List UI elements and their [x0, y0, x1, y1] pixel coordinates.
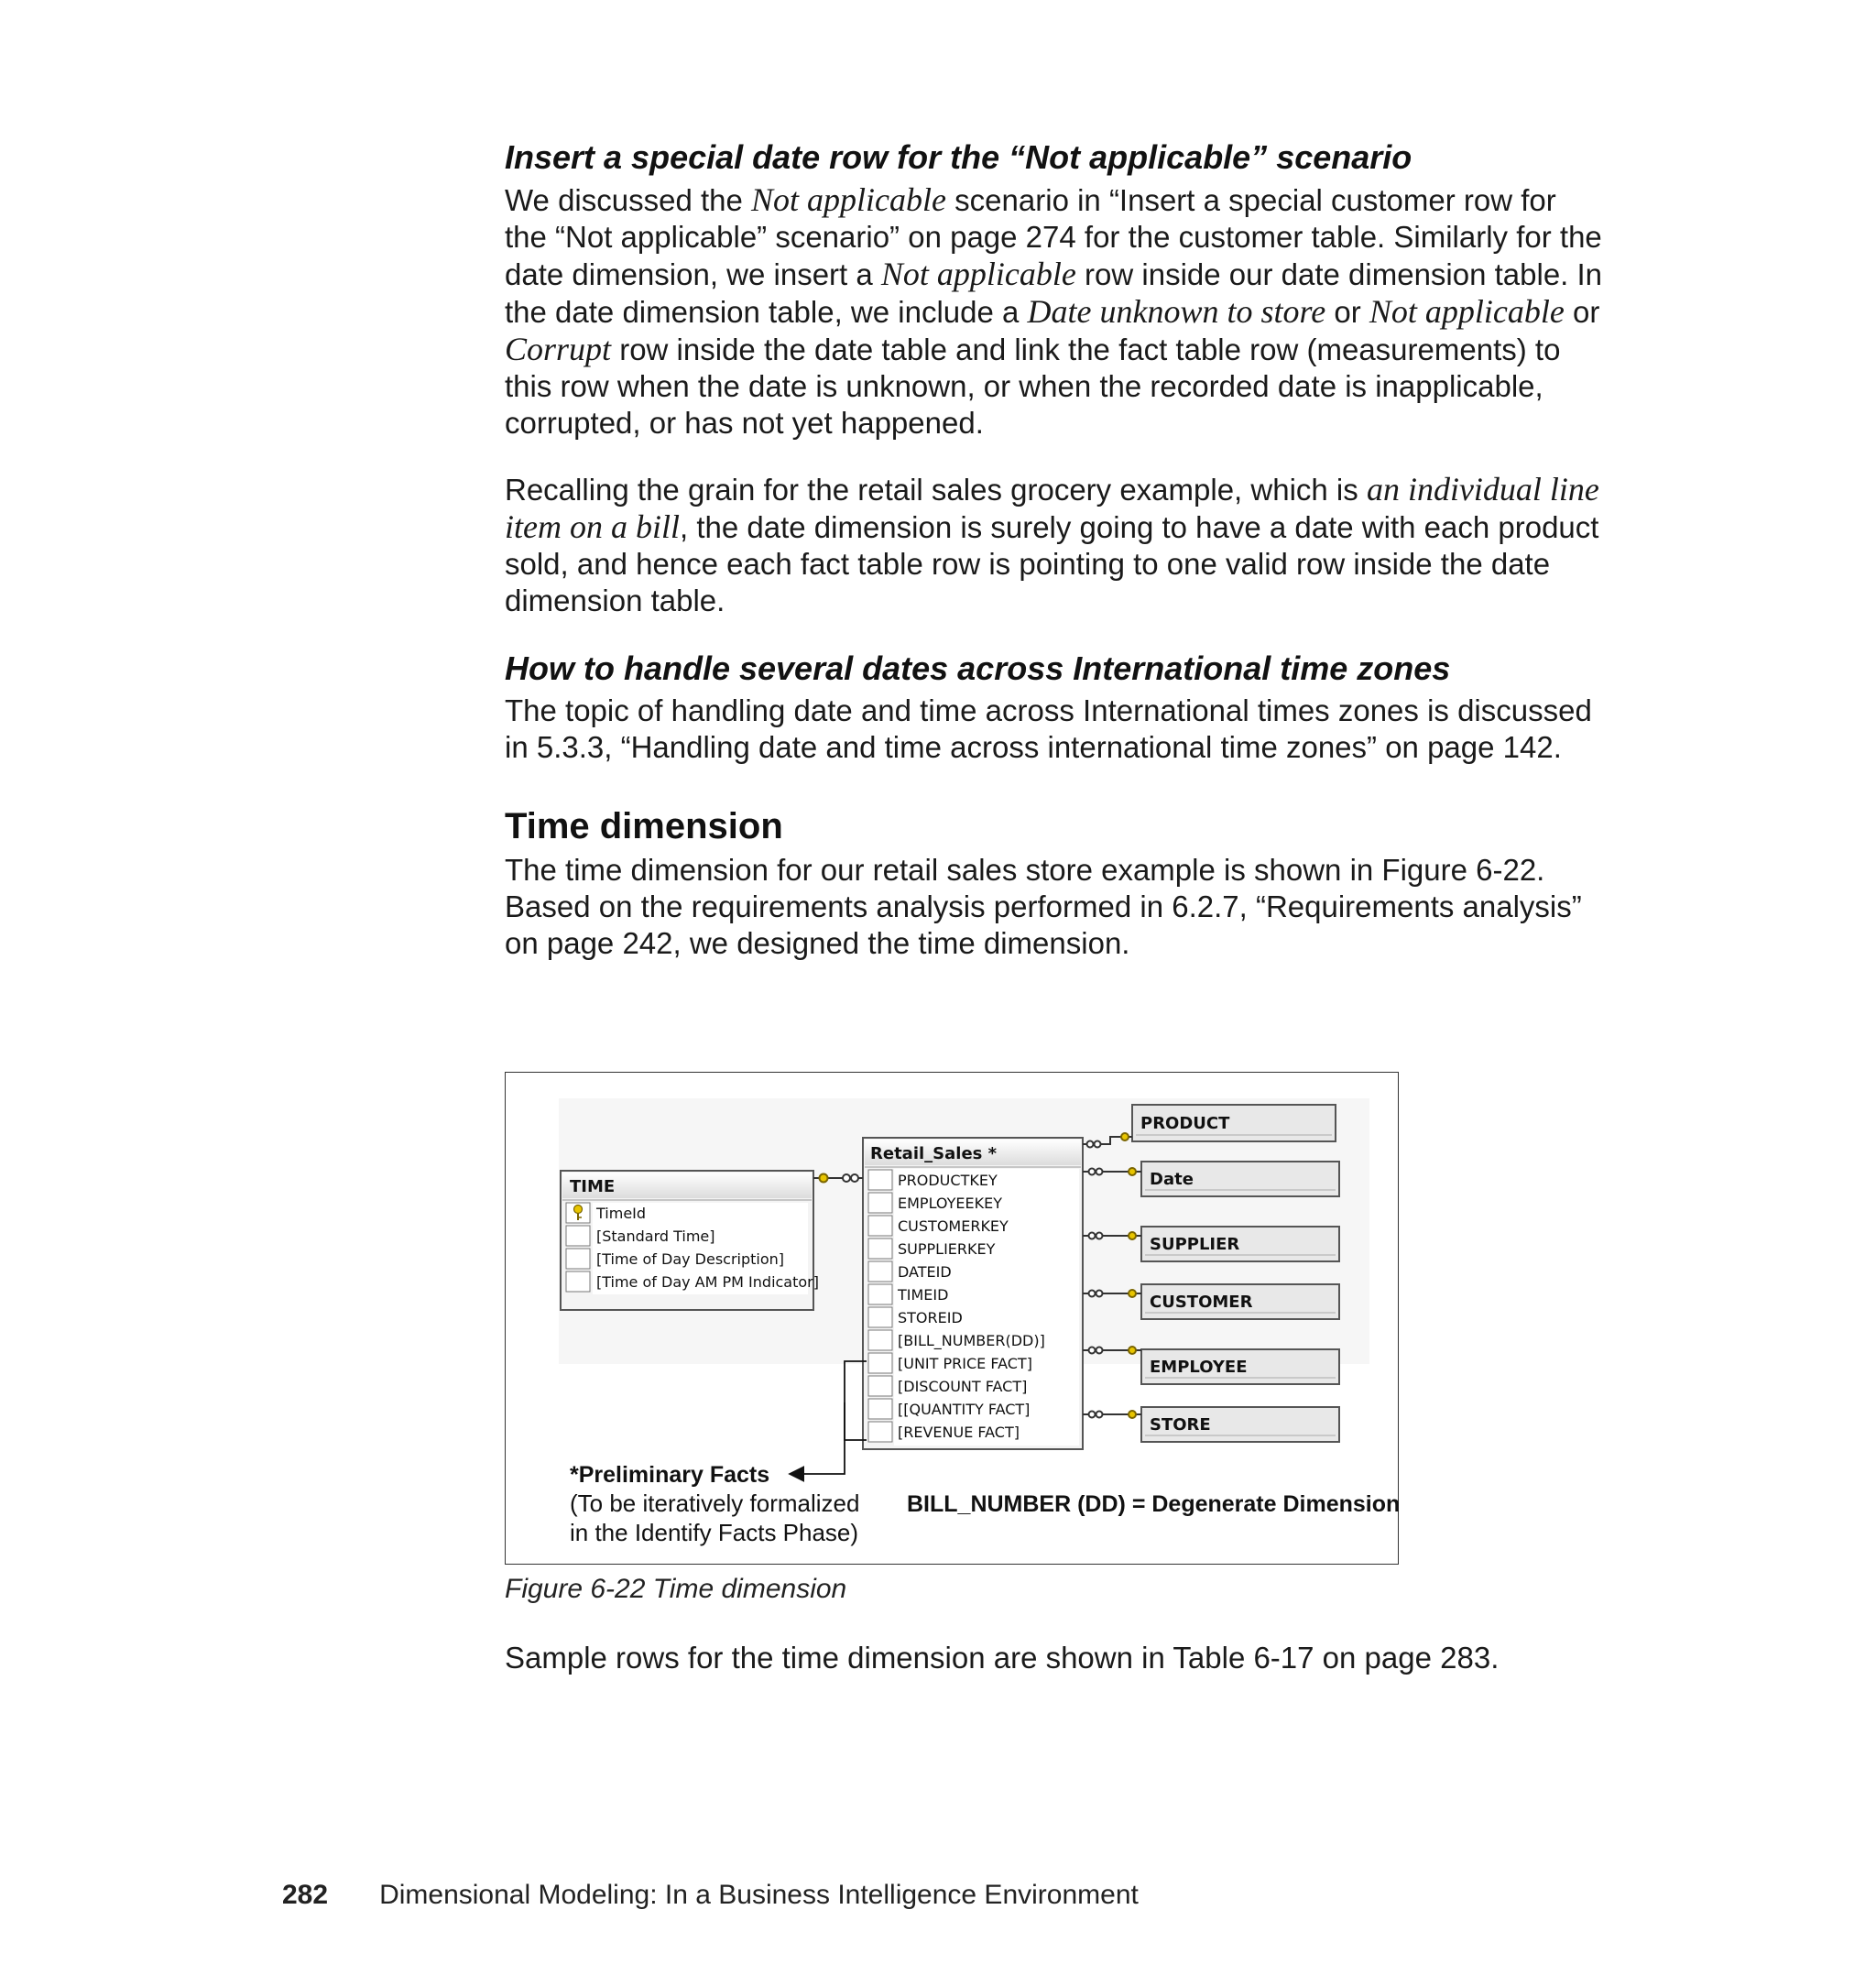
time-table [561, 1171, 819, 1310]
dimension-label: SUPPLIER [1150, 1235, 1240, 1254]
time-table-rows [566, 1203, 819, 1294]
fact-table-title: Retail_Sales * [870, 1144, 998, 1163]
fact-row: EMPLOYEEKEY [898, 1195, 1002, 1212]
fact-row: SUPPLIERKEY [898, 1240, 996, 1258]
fact-row: [REVENUE FACT] [898, 1424, 1020, 1441]
dimension-label: PRODUCT [1140, 1114, 1230, 1133]
facts-bracket [790, 1361, 867, 1474]
paragraph-sample-rows: Sample rows for the time dimension are shown in Table 6-17 on page 283. [505, 1641, 1500, 1675]
fact-row: [UNIT PRICE FACT] [898, 1355, 1032, 1372]
figure-time-dimension [505, 1072, 1399, 1565]
fact-row: DATEID [898, 1263, 952, 1281]
page-content [505, 137, 1604, 991]
fact-row: PRODUCTKEY [898, 1172, 998, 1189]
time-row: TimeId [596, 1205, 647, 1222]
preliminary-facts-line2: in the Identify Facts Phase) [570, 1519, 859, 1546]
degenerate-dimension-note: BILL_NUMBER (DD) = Degenerate Dimension [907, 1491, 1400, 1517]
time-row: [Standard Time] [596, 1228, 715, 1245]
dimension-label: STORE [1150, 1415, 1211, 1435]
paragraph-time-zones: The topic of handling date and time across International times zones is discussed in 5.3.3, “Handling date and time across international time zones” on page 142. [505, 693, 1592, 764]
dimension-customer [1141, 1284, 1339, 1319]
fact-table [863, 1138, 1083, 1449]
fact-row: CUSTOMERKEY [898, 1217, 1009, 1235]
dimension-label: Date [1150, 1170, 1194, 1189]
dimension-label: CUSTOMER [1150, 1293, 1253, 1312]
schema-diagram [506, 1073, 1400, 1566]
paragraph-grain: Recalling the grain for the retail sales grocery example, which is an individual line item on a bill, the date dimension is surely going to have a date with each product sold, and hence each fact table row is pointing to one valid row inside the date dimension table. [505, 471, 1599, 617]
book-title: Dimensional Modeling: In a Business Intelligence Environment [379, 1880, 1139, 1910]
dimension-store [1141, 1407, 1339, 1442]
section-heading-time-dimension: Time dimension [505, 806, 783, 846]
dimension-employee [1141, 1349, 1339, 1384]
dimension-date [1141, 1162, 1339, 1196]
page-number: 282 [282, 1880, 329, 1910]
dimension-label: EMPLOYEE [1150, 1358, 1248, 1377]
fact-row: TIMEID [898, 1286, 949, 1304]
time-row: [Time of Day AM PM Indicator] [596, 1273, 819, 1291]
dimension-product [1132, 1105, 1336, 1141]
dimension-supplier [1141, 1227, 1339, 1261]
fact-row: [[QUANTITY FACT] [898, 1401, 1031, 1418]
preliminary-facts-title: *Preliminary Facts [570, 1462, 770, 1488]
paragraph-not-applicable: We discussed the Not applicable scenario in “Insert a special customer row for the “Not applicable” scenario” on page 274 for the customer table. Similarly for the date dimension, we insert a Not applicable row inside our date dimension table. In the date dimension table, we include a Date unknown to store or Not applicable or Corrupt row inside the date table and link the fact table row (measurements) to this row when the date is unknown, or when the recorded date is inapplicable, corrupted, or has not yet happened. [505, 181, 1603, 440]
fact-row: [BILL_NUMBER(DD)] [898, 1332, 1045, 1349]
time-row: [Time of Day Description] [596, 1250, 785, 1268]
preliminary-facts-line1: (To be iteratively formalized [570, 1490, 860, 1517]
paragraph-time-dimension: The time dimension for our retail sales store example is shown in Figure 6-22. Based on the requirements analysis performed in 6.2.7, “Requirements analysis” on page 242, we designed the time dimension. [505, 853, 1582, 960]
fact-row: [DISCOUNT FACT] [898, 1378, 1028, 1395]
fact-row: STOREID [898, 1309, 963, 1326]
after-figure [505, 1640, 1604, 1706]
section-heading-not-applicable: Insert a special date row for the “Not applicable” scenario [505, 138, 1412, 176]
page-footer [282, 1880, 1139, 1911]
time-table-title: TIME [570, 1177, 616, 1196]
figure-caption: Figure 6-22 Time dimension [505, 1574, 847, 1604]
section-heading-time-zones: How to handle several dates across International time zones [505, 649, 1451, 687]
